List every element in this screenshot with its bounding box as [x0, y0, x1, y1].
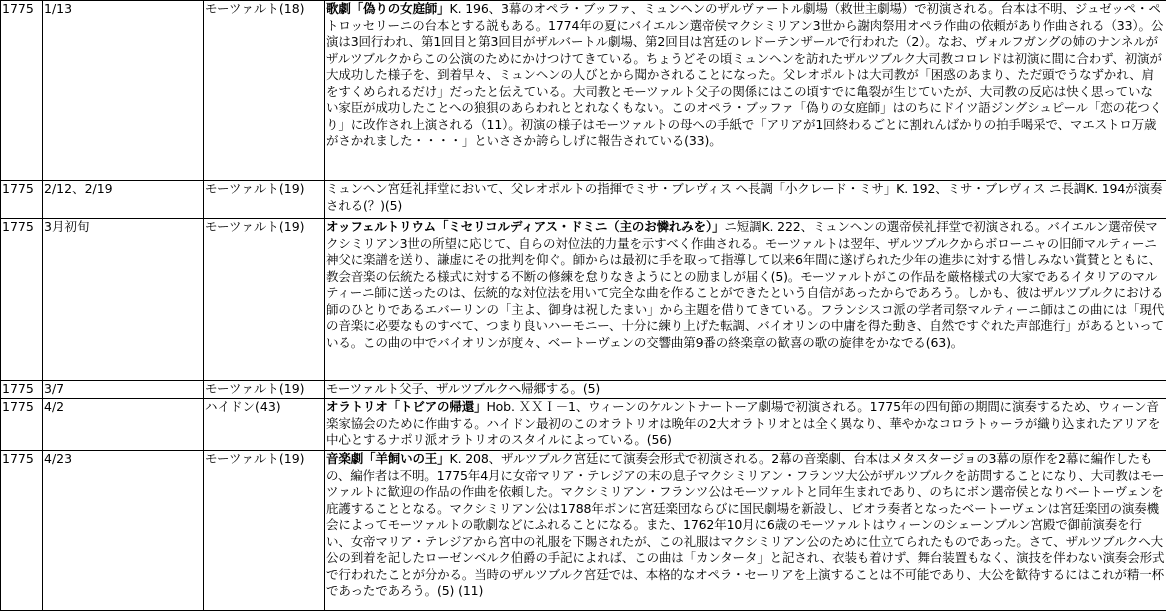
- date-cell: 1/13: [43, 1, 204, 181]
- description-cell: [325, 181, 1166, 219]
- composer-cell: モーツァルト(19): [204, 219, 325, 381]
- work-title: 音楽劇「羊飼いの王」: [326, 451, 450, 466]
- date-cell: 3月初旬: [43, 219, 204, 381]
- description-text: モーツァルト父子、ザルツブルクへ帰郷する。(5): [326, 381, 601, 396]
- description-text: K. 208、ザルツブルク宮廷にて演奏会形式で初演される。2幕の音楽劇、台本はメタスタージョの3幕の原作を2幕に編作したもの、編作者は不明。1775年4月に女帝マリア・テレジアの末の息子マクシミリアン・フランツ大公がザルツブルクを訪問することになり、大司教はモーツァルトに歓迎の作品の作曲を依頼した。マクシミリアン・フランツ公はモーツァルトと同年生まれであり、のちにボン選帝侯となりベートーヴェンを庇護することとなる。マクシミリアン公は1788年ボンに宮廷楽団ならびに国民劇場を新設し、ビオラ奏者となったベートーヴェンは宮廷楽団の演奏機会によってモーツァルトの歌劇などにふれることになる。また、1762年10月に6歳のモーツァルトはウィーンのシェーンブルン宮殿で御前演奏を行い、女帝マリア・テレジアから宮中の礼服を下賜されたが、この礼服はマクシミリアン公のために仕立てられたものであった。さて、ザルツブルクへ大公の到着を記したローゼンベルク伯爵の手記によれば、この曲は「カンタータ」と記され、衣装も着けず、舞台装置もなく、演技を伴わない演奏会形式で行われたことが分かる。当時のザルツブルク宮廷では、本格的なオペラ・セーリアを上演することは不可能であり、大公を歓待するにはこれが精一杯であったであろう。(5) (11): [326, 451, 1165, 598]
- description-cell: [325, 1, 1166, 181]
- work-title: オラトリオ「トビアの帰還」: [326, 399, 487, 414]
- year-cell: 1775: [1, 181, 43, 219]
- description-cell: [325, 399, 1166, 451]
- description-text: Hob. ＸＸＩ－1、ウィーンのケルントナートーア劇場で初演される。1775年の四旬節の期間に演奏するため、ウィーン音楽家協会のために作曲する。ハイドン最初のこのオラトリオは晩年の2大オラトリオとは全く異なり、華やかなコロラトゥーラが織り込まれたアリアを中心とするナポリ派オラトリオのスタイルによっている。(56): [326, 399, 1161, 447]
- description-cell: [325, 219, 1166, 381]
- table-row: [1, 381, 1166, 399]
- date-cell: 2/12、2/19: [43, 181, 204, 219]
- table-row: [1, 451, 1166, 611]
- year-cell: 1775: [1, 1, 43, 181]
- date-cell: 4/2: [43, 399, 204, 451]
- table-row: [1, 1, 1166, 181]
- composer-cell: モーツァルト(18): [204, 1, 325, 181]
- year-cell: 1775: [1, 219, 43, 381]
- composer-cell: モーツァルト(19): [204, 181, 325, 219]
- work-title: オッフェルトリウム「ミセリコルディアス・ドミニ（主のお憐れみを）」: [326, 219, 725, 234]
- composer-cell: ハイドン(43): [204, 399, 325, 451]
- description-cell: [325, 381, 1166, 399]
- description-text: ニ短調K. 222、ミュンヘンの選帝侯礼拝堂で初演される。バイエルン選帝侯マクシミリアン3世の所望に応じて、自らの対位法的力量を示すべく作曲される。モーツァルトは翌年、ザルツブルクからボローニャの旧師マルティーニ神父に楽譜を送り、謙虚にその批判を仰ぐ。師からは最初に手を取って指導して以来6年間に遂げられた少年の進歩に対する惜しみない賞賛とともに、教会音楽の伝統たる様式に対する不断の修練を怠りなきようにとの励ましが届く(5)。モーツァルトがこの作品を厳格様式の大家であるイタリアのマルティーニ師に送ったのは、伝統的な対位法を用いて完全な曲を作ることができたという自信があったからであろう。しかも、彼はザルツブルクにおける師のひとりであるエバーリンの「主よ、御身は祝したまい」から主題を借りてきている。フランシスコ派の学者司祭マルティーニ師はこの曲には「現代の音楽に必要なものすべて、つまり良いハーモニー、十分に練り上げた転調、バイオリンの中庸を得た動き、自然ですぐれた声部進行」があるといっている。この曲の中でバイオリンが度々、ベートーヴェンの交響曲第9番の終楽章の歓喜の歌の旋律をかなでる(63)。: [326, 219, 1165, 350]
- description-text: K. 196、3幕のオペラ・ブッファ、ミュンヘンのザルヴァートル劇場（救世主劇場）で初演される。台本は不明、ジュゼッペ・ペトロッセリーニの台本とする説もある。1774年の夏にバイエルン選帝侯マクシミリアン3世から謝肉祭用オペラ作曲の依頼があり作曲される（33）。公演は3回行われ、第1回目と第3回目がザルバートル劇場、第2回目は宮廷のレドーテンザールで行われた（2）。なお、ヴォルフガングの姉のナンネルがザルツブルクからこの公演のためにかけつけてきている。ちょうどその頃ミュンヘンを訪れたザルツブルク大司教コロレドは初演に間に合わず、初演が大成功した様子を、到着早々、ミュンヘンの人びとから聞かされることになった。父レオポルトは大司教が「困惑のあまり、ただ頭でうなずかれ、肩をすくめられるだけ」だったと伝えている。大司教とモーツァルト父子の関係にはこの頃すでに亀裂が生じていたが、大司教の反応は快く思っていない家臣が成功したことへの狼狽のあらわれととれなくもない。このオペラ・ブッファ「偽りの女庭師」はのちにドイツ語ジングシュピール「恋の花つくり」に改作され上演される（11）。初演の様子はモーツァルトの母への手紙で「アリアが1回終わるごとに割れんばかりの拍手喝采で、マエストロ万歳がさかれました・・・・」といささか誇らしげに報告されている(33)。: [326, 1, 1164, 148]
- composer-cell: モーツァルト(19): [204, 451, 325, 611]
- description-text: ミュンヘン宮廷礼拝堂において、父レオポルトの指揮でミサ・ブレヴィス へ長調「小クレード・ミサ」K. 192、ミサ・ブレヴィス ニ長調K. 194が演奏される(？)(5): [326, 181, 1163, 213]
- work-title: 歌劇「偽りの女庭師」: [326, 1, 450, 16]
- date-cell: 4/23: [43, 451, 204, 611]
- table-row: [1, 399, 1166, 451]
- date-cell: 3/7: [43, 381, 204, 399]
- composer-cell: モーツァルト(19): [204, 381, 325, 399]
- year-cell: 1775: [1, 399, 43, 451]
- description-cell: [325, 451, 1166, 611]
- year-cell: 1775: [1, 451, 43, 611]
- table-row: [1, 181, 1166, 219]
- year-cell: 1775: [1, 381, 43, 399]
- table-row: [1, 219, 1166, 381]
